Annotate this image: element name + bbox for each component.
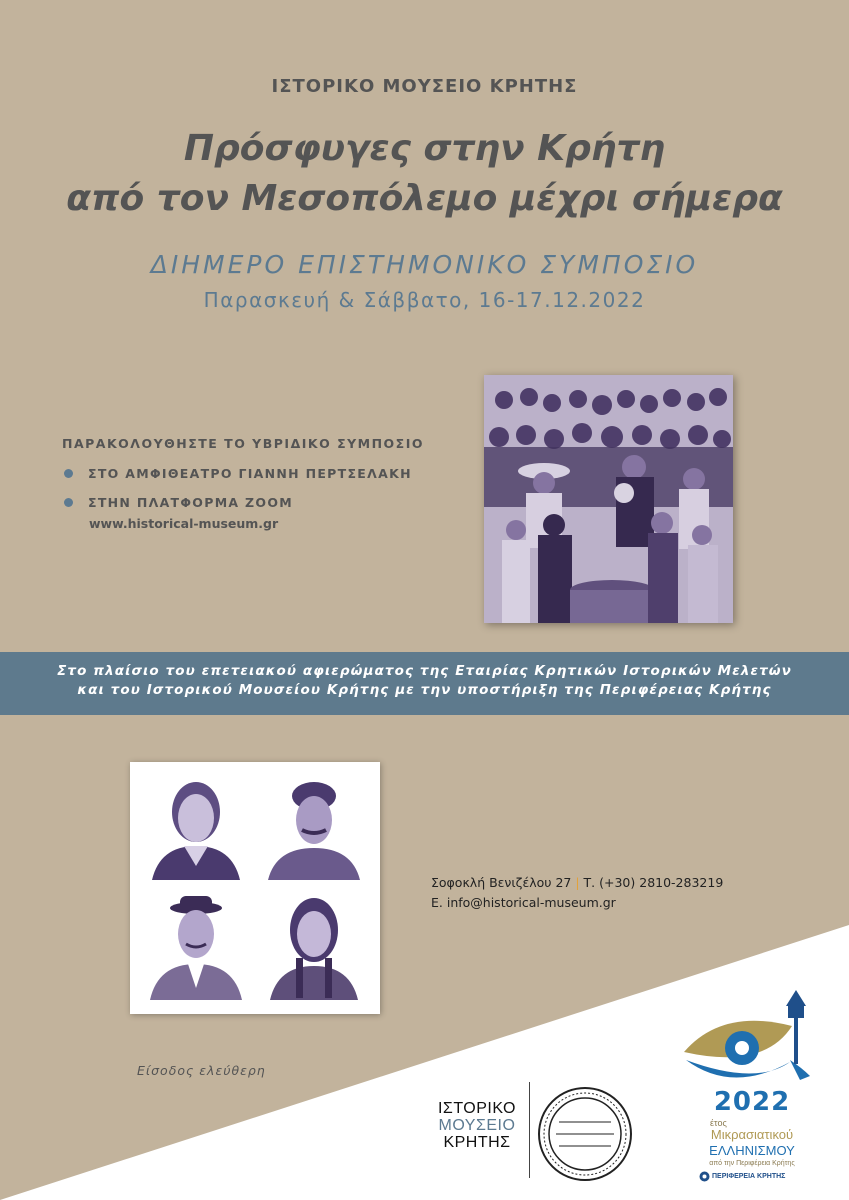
museum-logo: [432, 1100, 522, 1151]
address: Σοφοκλή Βενιζέλου 27: [431, 875, 572, 890]
region-crest-icon: [699, 1171, 710, 1182]
portrait-woman-2: [263, 897, 365, 1000]
year-label-1: Μικρασιατικού: [710, 1127, 794, 1142]
museum-logo-line-3: ΚΡΗΤΗΣ: [443, 1134, 511, 1151]
contact-info: [431, 873, 723, 913]
support-banner: [0, 652, 849, 715]
contact-separator: |: [575, 875, 580, 890]
museum-heading: ΙΣΤΟΡΙΚΟ ΜΟΥΣΕΙΟ ΚΡΗΤΗΣ: [271, 76, 578, 97]
logo-divider: [529, 1082, 530, 1178]
year-label-2: ΕΛΛΗΝΙΣΜΟΥ: [709, 1143, 795, 1158]
portrait-man-2: [145, 896, 247, 1000]
event-date: Παρασκευή & Σάββατο, 16-17.12.2022: [203, 288, 646, 312]
refugee-group-photo: [484, 375, 733, 623]
symposium-subtitle: ΔΙΗΜΕΡΟ ΕΠΙΣΤΗΜΟΝΙΚΟ ΣΥΜΠΟΣΙΟ: [150, 250, 699, 279]
attendance-option-amphitheatre: [64, 466, 412, 481]
support-line-2: και του Ιστορικού Μουσείου Κρήτης με την υποστήριξη της Περιφέρειας Κρήτης: [77, 682, 772, 698]
year-small-label: έτος: [710, 1118, 727, 1128]
attendance-option-label: ΣΤΟ ΑΜΦΙΘΕΑΤΡΟ ΓΙΑΝΝΗ ΠΕΡΤΣΕΛΑΚΗ: [88, 466, 412, 481]
support-line-1: Στο πλαίσιο του επετειακού αφιερώματος της Εταιρίας Κρητικών Ιστορικών Μελετών: [57, 663, 792, 679]
refugee-portraits: [130, 762, 380, 1014]
year-support-label: από την Περιφέρεια Κρήτης: [709, 1160, 795, 1167]
year-number: 2022: [713, 1087, 791, 1117]
hybrid-symposium-heading: ΠΑΡΑΚΟΛΟΥΘΗΣΤΕ ΤΟ ΥΒΡΙΔΙΚΟ ΣΥΜΠΟΣΙΟ: [62, 436, 424, 451]
attendance-option-zoom: [64, 495, 293, 510]
title-line-1: Πρόσφυγες στην Κρήτη: [183, 128, 666, 169]
title-line-2: από τον Μεσοπόλεμο μέχρι σήμερα: [66, 178, 783, 219]
attendance-option-label: ΣΤΗΝ ΠΛΑΤΦΟΡΜΑ ZOOM: [88, 495, 294, 510]
email[interactable]: E. info@historical-museum.gr: [431, 895, 616, 910]
portrait-woman-1: [145, 777, 247, 880]
address-line: [431, 873, 723, 893]
bullet-icon: [64, 469, 73, 478]
bullet-icon: [64, 498, 73, 507]
phone: Τ. (+30) 2810-283219: [583, 875, 724, 890]
society-seal-logo: [537, 1086, 633, 1182]
region-label: ΠΕΡΙΦΕΡΕΙΑ ΚΡΗΤΗΣ: [712, 1173, 786, 1180]
portrait-man-1: [263, 777, 365, 880]
free-entry-note: Είσοδος ελεύθερη: [137, 1063, 266, 1078]
website-link[interactable]: www.historical-museum.gr: [89, 516, 279, 531]
museum-logo-line-1: ΙΣΤΟΡΙΚΟ: [437, 1100, 516, 1117]
museum-logo-line-2: ΜΟΥΣΕΙΟ: [438, 1117, 516, 1134]
